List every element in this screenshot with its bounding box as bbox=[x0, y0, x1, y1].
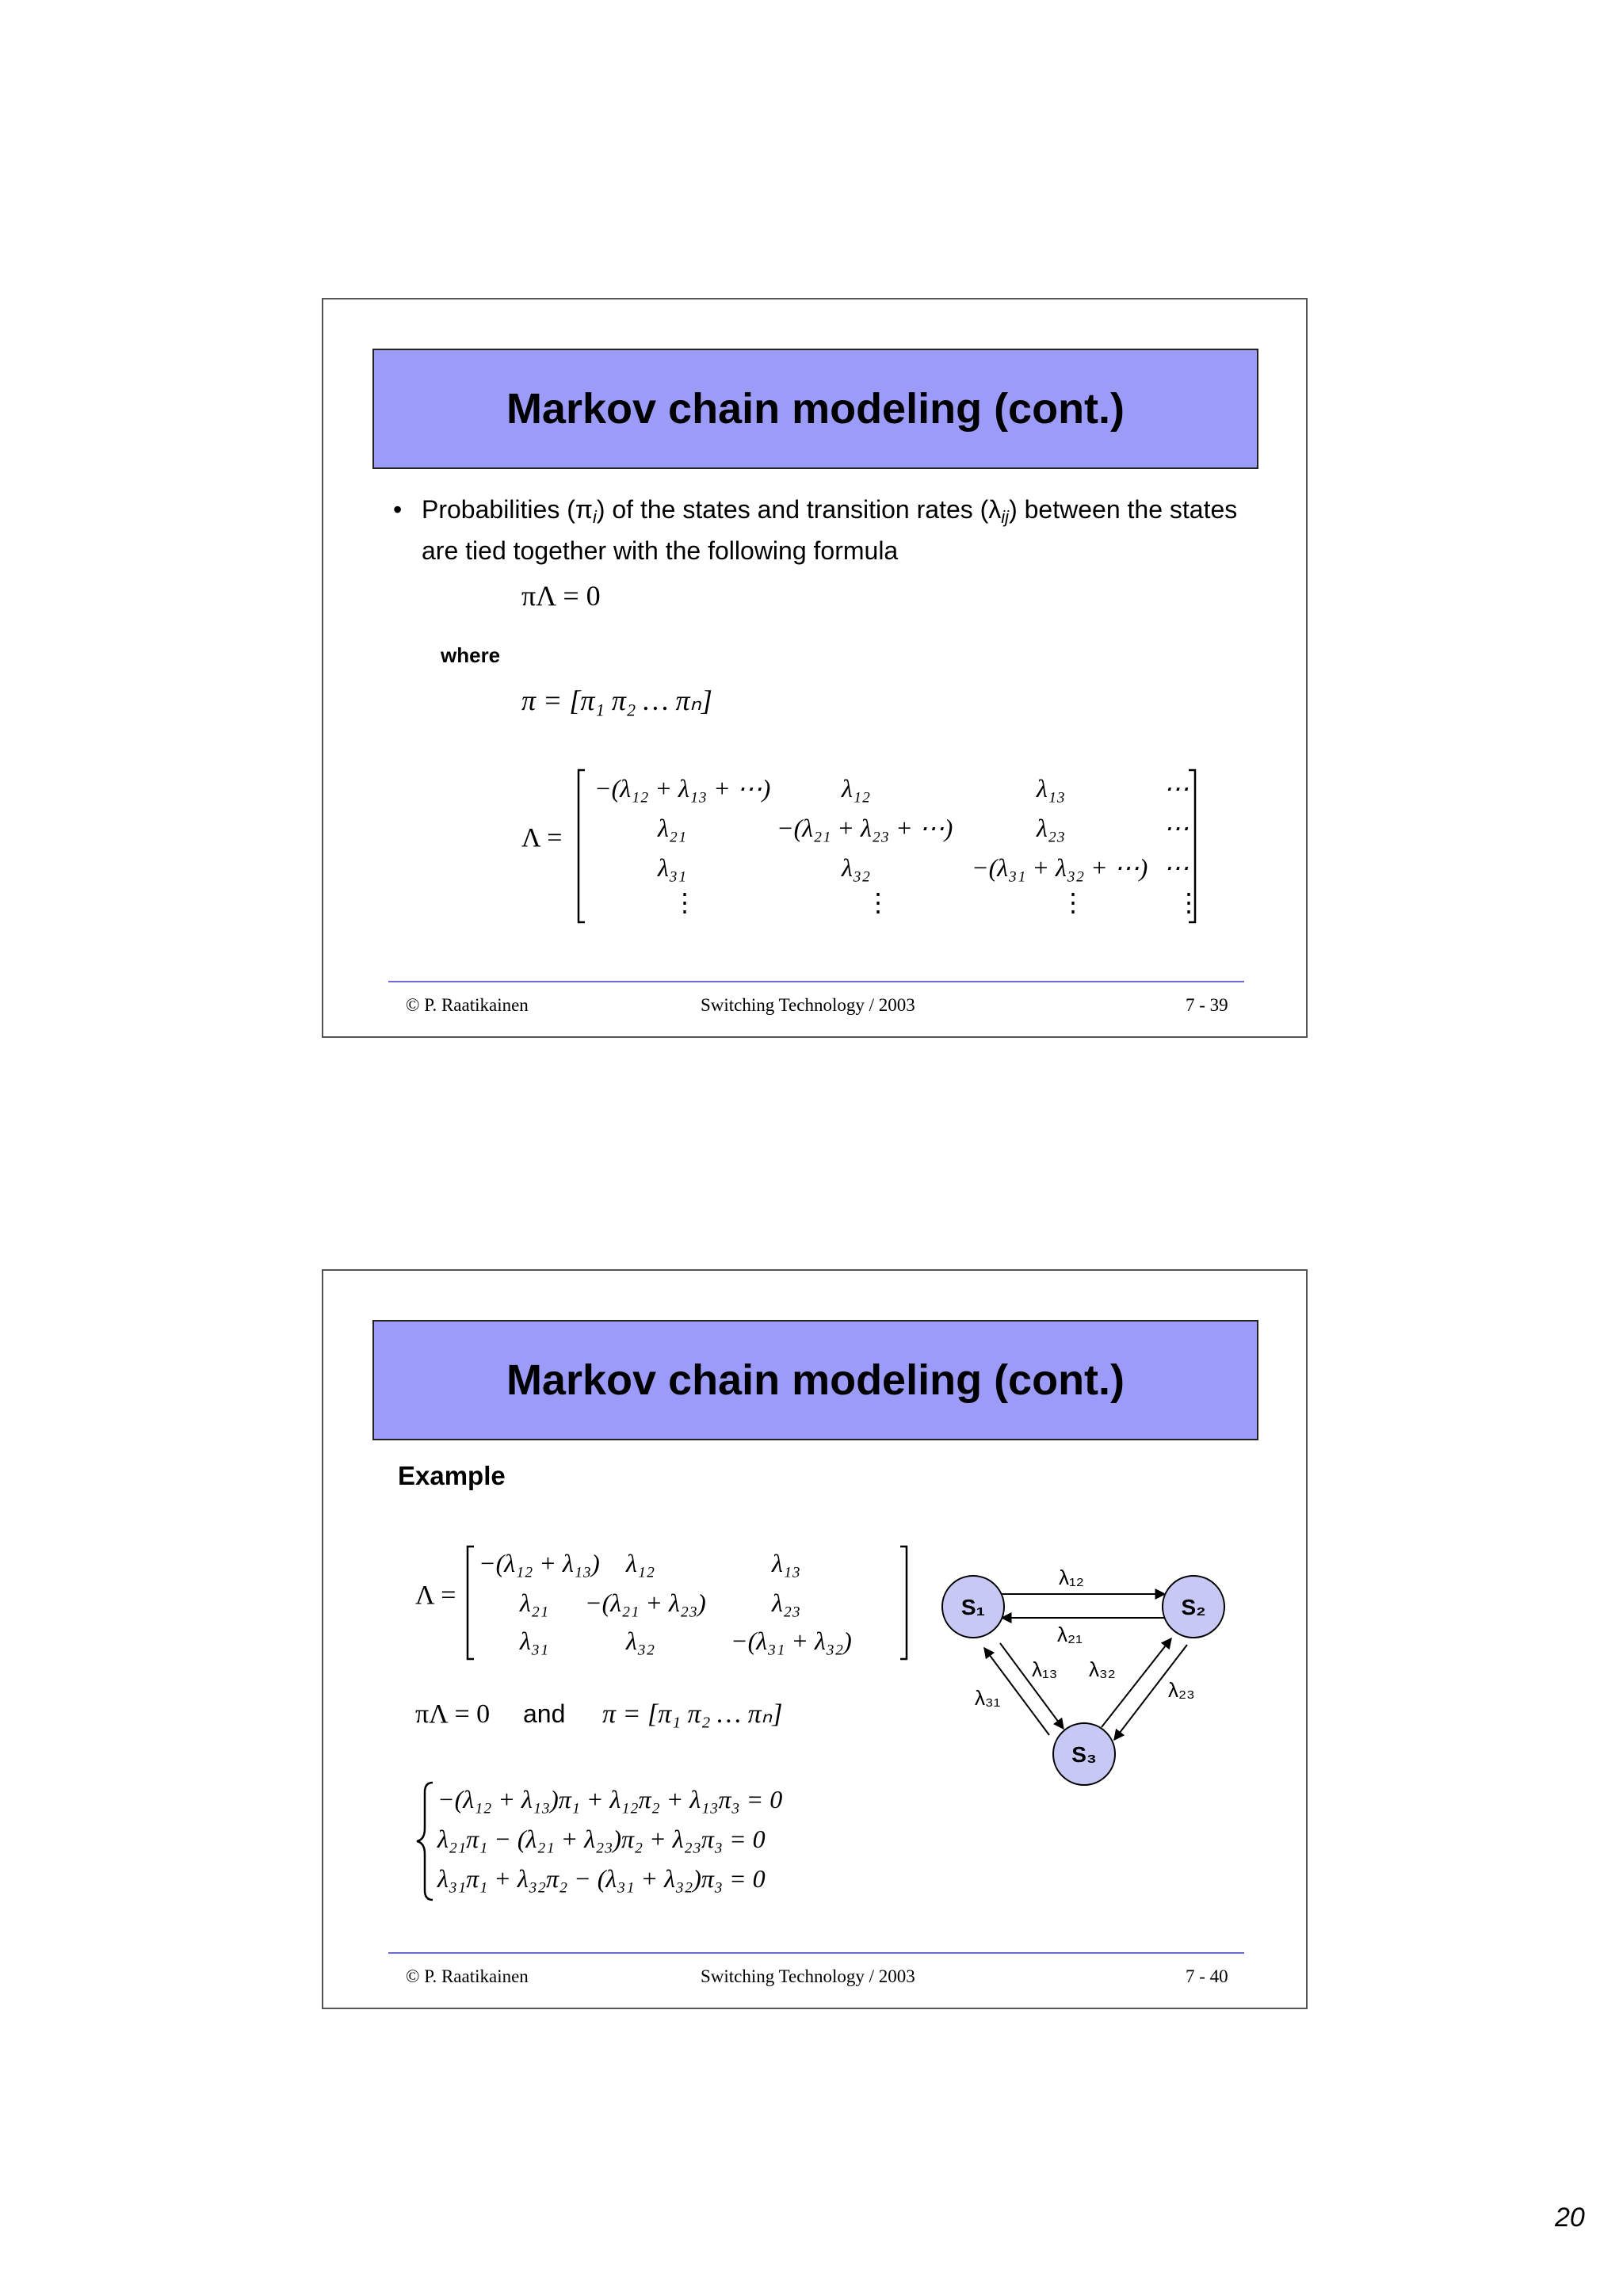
subscript-i: i bbox=[592, 507, 597, 527]
state-label-s3: S₃ bbox=[1071, 1742, 1097, 1767]
left-bracket bbox=[579, 770, 585, 922]
cell-r1-c1: −(λ₁₂ + λ₁₃) bbox=[479, 1549, 600, 1577]
cell-r4-c3: ⋮ bbox=[1060, 888, 1086, 917]
cell-r3-c2: λ₃₂ bbox=[626, 1627, 655, 1655]
footer-slide-number: 7 - 39 bbox=[1186, 995, 1228, 1015]
and-word: and bbox=[523, 1699, 566, 1728]
cell-r4-c4: ⋮ bbox=[1176, 888, 1201, 917]
cell-r3-c3: −(λ₃₁ + λ₃₂ + ⋯) bbox=[972, 853, 1148, 882]
slide-title-box bbox=[372, 1320, 1258, 1440]
arrow-s1-s3 bbox=[1000, 1643, 1064, 1729]
pi-vector-definition bbox=[521, 678, 807, 723]
footer-slide-number: 7 - 40 bbox=[1186, 1966, 1228, 1986]
equation-2: λ₂₁π₁ − (λ₂₁ + λ₂₃)π₂ + λ₂₃π₃ = 0 bbox=[437, 1825, 766, 1853]
bullet-text-b: ) of the states and transition rates (λ bbox=[596, 495, 1002, 524]
cell-r3-c2: λ₃₂ bbox=[842, 853, 871, 882]
pi-def: π = [π₁ π₂ … πₙ] bbox=[602, 1699, 783, 1729]
footer-divider bbox=[388, 1952, 1244, 1954]
footer-author: © P. Raatikainen bbox=[406, 1966, 529, 1986]
state-transition-diagram bbox=[934, 1551, 1282, 1789]
cell-r2-c2: −(λ₂₁ + λ₂₃) bbox=[585, 1589, 706, 1617]
cell-r3-c3: −(λ₃₁ + λ₃₂) bbox=[731, 1627, 852, 1655]
rate-label-l31: λ₃₁ bbox=[975, 1686, 1001, 1710]
rate-label-l32: λ₃₂ bbox=[1089, 1657, 1116, 1681]
footer-author: © P. Raatikainen bbox=[406, 995, 529, 1015]
where-label: where bbox=[441, 643, 501, 667]
slide-title: Markov chain modeling (cont.) bbox=[506, 1356, 1125, 1404]
cell-r2-c2: −(λ₂₁ + λ₂₃ + ⋯) bbox=[777, 814, 953, 842]
lambda-matrix-example bbox=[415, 1543, 938, 1662]
cell-r2-c1: λ₂₁ bbox=[658, 814, 687, 842]
left-brace bbox=[417, 1783, 433, 1900]
pi-def: π = [π₁ π₂ … πₙ] bbox=[521, 685, 712, 716]
cell-r1-c2: λ₁₂ bbox=[842, 774, 871, 803]
cell-r1-c3: λ₁₃ bbox=[1037, 774, 1066, 803]
rate-label-l12: λ₁₂ bbox=[1059, 1566, 1084, 1589]
footer-course: Switching Technology / 2003 bbox=[701, 995, 915, 1015]
cell-r2-c1: λ₂₁ bbox=[520, 1589, 549, 1617]
matrix-lhs: Λ = bbox=[415, 1581, 456, 1610]
equation-3: λ₃₁π₁ + λ₃₂π₂ − (λ₃₁ + λ₃₂)π₃ = 0 bbox=[437, 1864, 766, 1893]
cell-r2-c4: ⋯ bbox=[1163, 814, 1189, 842]
rate-label-l13: λ₁₃ bbox=[1032, 1657, 1058, 1681]
footer-divider bbox=[388, 981, 1244, 982]
cell-r3-c1: λ₃₁ bbox=[658, 853, 687, 882]
cell-r1-c2: λ₁₂ bbox=[626, 1549, 655, 1577]
lambda-matrix bbox=[521, 767, 1219, 925]
cell-r1-c4: ⋯ bbox=[1163, 774, 1189, 803]
right-bracket bbox=[900, 1547, 907, 1659]
bullet-text-c: ) between the states are tied together with the following formula bbox=[422, 495, 1238, 565]
footer-course: Switching Technology / 2003 bbox=[701, 1966, 915, 1986]
cell-r3-c4: ⋯ bbox=[1163, 853, 1189, 882]
state-label-s2: S₂ bbox=[1181, 1595, 1206, 1619]
cell-r2-c3: λ₂₃ bbox=[1037, 814, 1066, 842]
slide-title-box bbox=[372, 349, 1258, 469]
subscript-ij: ij bbox=[1001, 507, 1010, 527]
cell-r4-c1: ⋮ bbox=[672, 888, 697, 917]
state-label-s1: S₁ bbox=[960, 1595, 986, 1619]
eq-main: πΛ = 0 bbox=[415, 1699, 491, 1729]
cell-r3-c1: λ₃₁ bbox=[520, 1627, 549, 1655]
rate-label-l21: λ₂₁ bbox=[1057, 1623, 1083, 1646]
bullet-dot: • bbox=[393, 495, 403, 524]
eq-main: πΛ = 0 bbox=[521, 580, 601, 612]
cell-r2-c3: λ₂₃ bbox=[772, 1589, 801, 1617]
slide-7-39 bbox=[322, 298, 1308, 1038]
cell-r4-c2: ⋮ bbox=[865, 888, 891, 917]
bullet-text bbox=[422, 493, 1238, 568]
left-bracket bbox=[468, 1547, 474, 1659]
page-number: 20 bbox=[1555, 2203, 1585, 2233]
example-label: Example bbox=[398, 1461, 506, 1490]
equation-1: −(λ₁₂ + λ₁₃)π₁ + λ₁₂π₂ + λ₁₃π₃ = 0 bbox=[437, 1785, 783, 1814]
system-of-equations bbox=[415, 1778, 859, 1905]
arrow-s3-s2 bbox=[1102, 1638, 1171, 1727]
cell-r1-c1: −(λ₁₂ + λ₁₃ + ⋯) bbox=[594, 774, 771, 803]
equation-row-pi-lambda bbox=[415, 1691, 891, 1735]
cell-r1-c3: λ₁₃ bbox=[772, 1549, 801, 1577]
matrix-lhs: Λ = bbox=[521, 823, 563, 852]
slide-7-40 bbox=[322, 1269, 1308, 2009]
slide-title: Markov chain modeling (cont.) bbox=[506, 385, 1125, 433]
bullet-text-a: Probabilities (π bbox=[422, 495, 593, 524]
rate-label-l23: λ₂₃ bbox=[1168, 1678, 1195, 1702]
equation-pi-lambda-zero bbox=[521, 575, 648, 615]
